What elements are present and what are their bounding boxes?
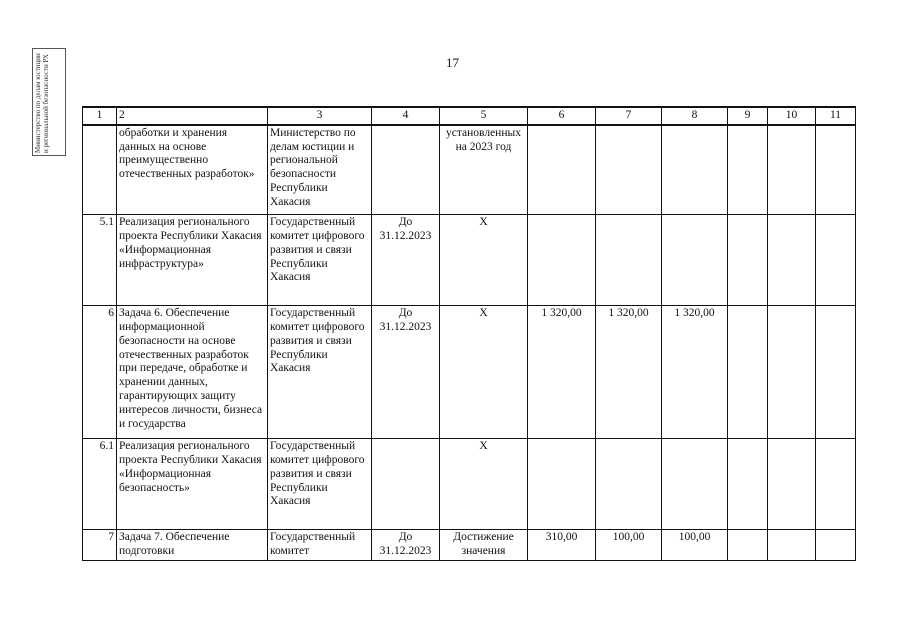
deadline-cell bbox=[372, 439, 440, 530]
executor-cell: Министерство по делам юстиции и региональной безопасности Республики Хакасия bbox=[268, 125, 372, 215]
empty-cell bbox=[816, 439, 856, 530]
empty-cell bbox=[768, 215, 816, 306]
header-cell: 7 bbox=[596, 107, 662, 125]
task-cell: Реализация регионального проекта Республики Хакасия «Информационная безопасность» bbox=[117, 439, 268, 530]
empty-cell bbox=[768, 125, 816, 215]
amount-cell: 1 320,00 bbox=[662, 306, 728, 439]
amount-cell bbox=[528, 125, 596, 215]
empty-cell bbox=[816, 530, 856, 561]
row-number-cell bbox=[83, 125, 117, 215]
header-cell: 6 bbox=[528, 107, 596, 125]
task-cell: Задача 6. Обеспечение информационной безопасности на основе отечественных разработок при передаче, обработке и хранении данных, гарантирующих защиту интересов личности, бизнеса и государства bbox=[117, 306, 268, 439]
amount-cell: 1 320,00 bbox=[596, 306, 662, 439]
amount-cell: 100,00 bbox=[596, 530, 662, 561]
header-cell: 5 bbox=[440, 107, 528, 125]
executor-cell: Государственный комитет цифрового развития и связи Республики Хакасия bbox=[268, 306, 372, 439]
empty-cell bbox=[768, 306, 816, 439]
amount-cell bbox=[528, 215, 596, 306]
program-table bbox=[82, 106, 856, 561]
empty-cell bbox=[728, 530, 768, 561]
executor-cell: Государственный комитет цифрового развития и связи Республики Хакасия bbox=[268, 439, 372, 530]
deadline-cell: До 31.12.2023 bbox=[372, 215, 440, 306]
amount-cell: 310,00 bbox=[528, 530, 596, 561]
amount-cell bbox=[662, 215, 728, 306]
table-row bbox=[83, 306, 856, 439]
table-row bbox=[83, 439, 856, 530]
header-cell: 10 bbox=[768, 107, 816, 125]
header-cell: 4 bbox=[372, 107, 440, 125]
result-cell: установленных на 2023 год bbox=[440, 125, 528, 215]
executor-cell: Государственный комитет цифрового развития и связи Республики Хакасия bbox=[268, 215, 372, 306]
empty-cell bbox=[816, 125, 856, 215]
row-number-cell: 6 bbox=[83, 306, 117, 439]
header-cell: 1 bbox=[83, 107, 117, 125]
empty-cell bbox=[816, 215, 856, 306]
empty-cell bbox=[728, 439, 768, 530]
amount-cell: 100,00 bbox=[662, 530, 728, 561]
header-cell: 8 bbox=[662, 107, 728, 125]
result-cell: Х bbox=[440, 306, 528, 439]
row-number-cell: 5.1 bbox=[83, 215, 117, 306]
amount-cell: 1 320,00 bbox=[528, 306, 596, 439]
executor-cell: Государственный комитет bbox=[268, 530, 372, 561]
deadline-cell: До 31.12.2023 bbox=[372, 530, 440, 561]
amount-cell bbox=[596, 125, 662, 215]
header-cell: 3 bbox=[268, 107, 372, 125]
empty-cell bbox=[728, 125, 768, 215]
deadline-cell bbox=[372, 125, 440, 215]
table-row bbox=[83, 215, 856, 306]
amount-cell bbox=[528, 439, 596, 530]
result-cell: Достижение значения bbox=[440, 530, 528, 561]
registration-stamp: Министерство по делам юстиции и региональной безопасности РХ bbox=[32, 48, 66, 156]
empty-cell bbox=[816, 306, 856, 439]
page-number: 17 bbox=[446, 55, 459, 70]
empty-cell bbox=[768, 439, 816, 530]
task-cell: Реализация регионального проекта Республики Хакасия «Информационная инфраструктура» bbox=[117, 215, 268, 306]
task-cell: Задача 7. Обеспечение подготовки bbox=[117, 530, 268, 561]
task-cell: обработки и хранения данных на основе преимущественно отечественных разработок» bbox=[117, 125, 268, 215]
amount-cell bbox=[596, 215, 662, 306]
amount-cell bbox=[662, 125, 728, 215]
amount-cell bbox=[596, 439, 662, 530]
row-number-cell: 7 bbox=[83, 530, 117, 561]
table-header-row bbox=[83, 107, 856, 125]
table-row bbox=[83, 125, 856, 215]
header-cell: 2 bbox=[117, 107, 268, 125]
empty-cell bbox=[768, 530, 816, 561]
amount-cell bbox=[662, 439, 728, 530]
header-cell: 11 bbox=[816, 107, 856, 125]
deadline-cell: До 31.12.2023 bbox=[372, 306, 440, 439]
table-row bbox=[83, 530, 856, 561]
row-number-cell: 6.1 bbox=[83, 439, 117, 530]
result-cell: Х bbox=[440, 215, 528, 306]
empty-cell bbox=[728, 215, 768, 306]
header-cell: 9 bbox=[728, 107, 768, 125]
result-cell: Х bbox=[440, 439, 528, 530]
empty-cell bbox=[728, 306, 768, 439]
